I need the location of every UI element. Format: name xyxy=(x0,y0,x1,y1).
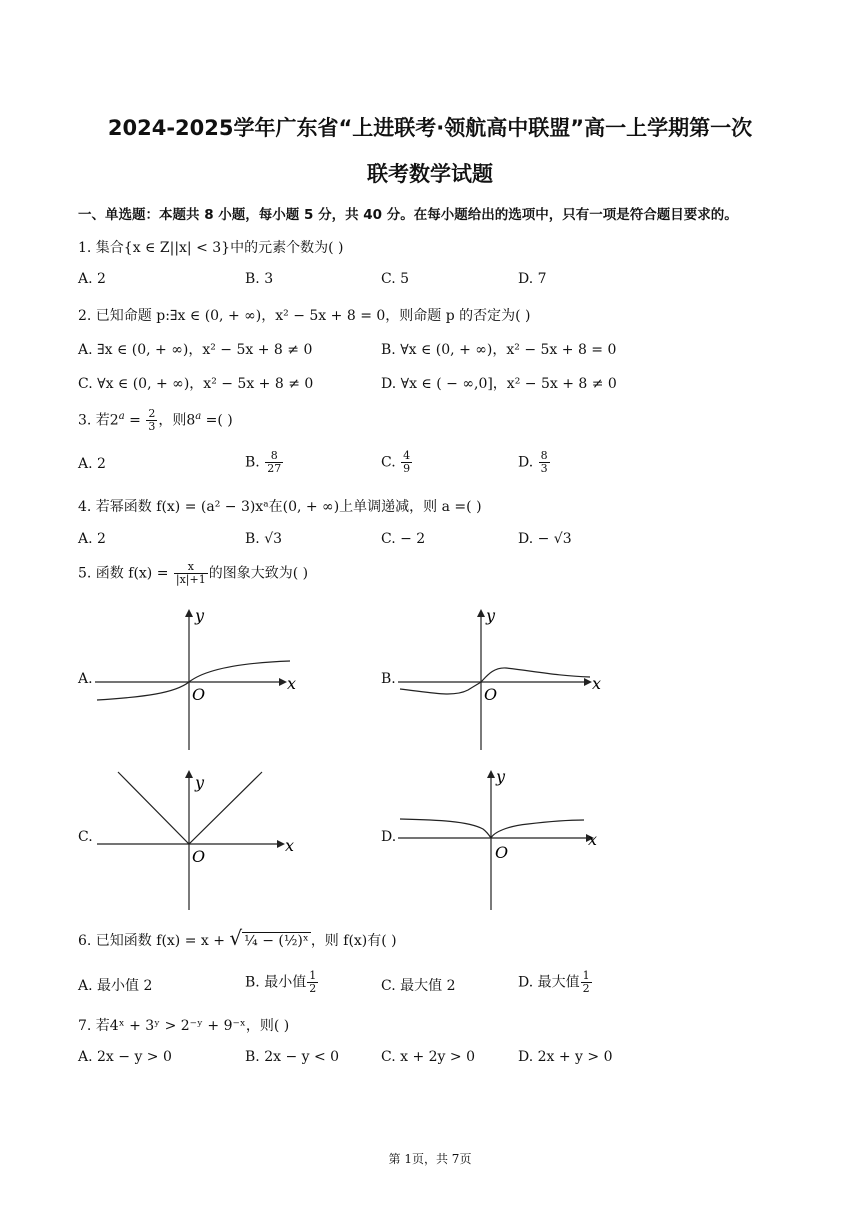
fraction-numerator: 2 xyxy=(148,407,156,420)
graph-a-origin-label: O xyxy=(192,685,206,704)
fraction-numerator: 8 xyxy=(540,449,548,462)
sqrt-icon: √ xyxy=(229,926,243,950)
question-2-option-c: C. ∀x ∈ (0, + ∞)，x² − 5x + 8 ≠ 0 xyxy=(78,376,314,392)
fraction-numerator: 1 xyxy=(582,969,590,982)
question-6-stem xyxy=(78,926,397,950)
fraction-denominator: 2 xyxy=(309,982,317,995)
fraction-numerator: 4 xyxy=(403,449,411,462)
question-6-option-b xyxy=(245,970,319,995)
fraction-denominator: |x|+1 xyxy=(175,573,206,586)
graph-b-label: B. xyxy=(381,671,396,687)
graph-d-origin-label: O xyxy=(495,843,509,862)
graph-c-x-label: x xyxy=(285,836,295,855)
graph-b-y-label: y xyxy=(486,606,496,625)
graph-b-origin-label: O xyxy=(484,685,498,704)
graph-c-y-label: y xyxy=(195,773,205,792)
option-label: D. 最大值 xyxy=(518,974,580,991)
graph-c xyxy=(95,766,305,912)
section-heading: 一、单选题：本题共 8 小题，每小题 5 分，共 40 分。在每小题给出的选项中，只有一项是符合题目要求的。 xyxy=(78,207,738,223)
fraction-denominator: 3 xyxy=(148,420,156,433)
question-3-fraction xyxy=(146,408,157,433)
option-fraction xyxy=(539,450,550,475)
fraction-denominator: 3 xyxy=(540,462,548,475)
fraction-denominator: 9 xyxy=(403,462,411,475)
fraction-numerator: 8 xyxy=(265,450,283,463)
question-6-option-a: A. 最小值 2 xyxy=(78,978,153,994)
question-3-stem-prefix: 3. 若2 xyxy=(78,412,119,429)
question-7-option-a: A. 2x − y > 0 xyxy=(78,1049,172,1065)
question-3-equals: = xyxy=(124,412,146,429)
page-footer: 第 1页，共 7页 xyxy=(388,1152,472,1166)
question-3-option-a: A. 2 xyxy=(78,456,106,472)
question-4-option-b: B. √3 xyxy=(245,531,283,547)
question-6-option-c: C. 最大值 2 xyxy=(381,978,456,994)
graph-c-origin-label: O xyxy=(192,847,206,866)
question-1-option-a: A. 2 xyxy=(78,271,106,287)
question-1-option-d: D. 7 xyxy=(518,271,547,287)
question-3-stem-suffix: ，则8 xyxy=(158,412,196,429)
question-3-stem xyxy=(78,408,233,433)
option-label: B. 最小值 xyxy=(245,974,307,991)
graph-d-x-label: x xyxy=(588,830,598,849)
option-label: C. xyxy=(381,454,401,471)
question-2-stem: 2. 已知命题 p:∃x ∈ (0, + ∞)，x² − 5x + 8 = 0，则命题 p 的否定为( ) xyxy=(78,308,531,324)
question-4-option-a: A. 2 xyxy=(78,531,106,547)
document-title-line2: 联考数学试题 xyxy=(367,162,493,186)
question-1-option-b: B. 3 xyxy=(245,271,274,287)
option-fraction xyxy=(307,970,318,995)
question-7-option-b: B. 2x − y < 0 xyxy=(245,1049,340,1065)
document-title-line1: 2024-2025学年广东省“上进联考·领航高中联盟”高一上学期第一次 xyxy=(107,116,753,140)
question-3-stem-end: =( ) xyxy=(201,412,233,429)
question-3-option-c xyxy=(381,450,413,475)
graph-a xyxy=(95,605,305,755)
fraction-numerator: 1 xyxy=(309,969,317,982)
question-6-option-d xyxy=(518,970,593,995)
question-6-stem-prefix: 6. 已知函数 f(x) = x + xyxy=(78,933,230,949)
option-label: D. xyxy=(518,454,538,471)
graph-c-label: C. xyxy=(78,829,93,845)
question-2-option-b: B. ∀x ∈ (0, + ∞)，x² − 5x + 8 = 0 xyxy=(381,342,617,358)
question-5-fraction xyxy=(174,561,208,586)
question-2-option-d: D. ∀x ∈ ( − ∞,0]，x² − 5x + 8 ≠ 0 xyxy=(381,376,617,392)
question-3-option-b xyxy=(245,450,284,475)
question-1-option-c: C. 5 xyxy=(381,271,410,287)
option-fraction xyxy=(265,450,283,475)
question-6-stem-suffix: ，则 f(x)有( ) xyxy=(310,933,397,949)
fraction-denominator: 2 xyxy=(582,982,590,995)
graph-b-x-label: x xyxy=(592,674,602,693)
question-4-option-c: C. − 2 xyxy=(381,531,426,547)
question-7-option-c: C. x + 2y > 0 xyxy=(381,1049,475,1065)
question-3-exponent-2: a xyxy=(195,410,202,422)
question-7-stem: 7. 若4ˣ + 3ʸ > 2⁻ʸ + 9⁻ˣ，则( ) xyxy=(78,1018,290,1034)
question-4-stem: 4. 若幂函数 f(x) = (a² − 3)xᵃ在(0, + ∞)上单调递减，则 a =( ) xyxy=(78,499,482,515)
question-1-stem: 1. 集合{x ∈ Z||x| < 3}中的元素个数为( ) xyxy=(78,240,344,256)
graph-a-y-label: y xyxy=(195,606,205,625)
graph-d xyxy=(398,766,608,912)
question-6-radicand: ¼ − (½)ˣ xyxy=(244,933,309,949)
question-5-stem-prefix: 5. 函数 f(x) = xyxy=(78,565,173,582)
option-fraction xyxy=(581,970,592,995)
fraction-numerator: x xyxy=(174,561,208,574)
graph-a-label: A. xyxy=(78,671,93,687)
graph-d-label: D. xyxy=(381,829,397,845)
question-4-option-d: D. − √3 xyxy=(518,531,572,547)
question-5-stem xyxy=(78,561,308,586)
graph-b xyxy=(398,605,608,755)
option-fraction xyxy=(401,450,412,475)
question-3-option-d xyxy=(518,450,551,475)
question-3-exponent: a xyxy=(118,410,125,422)
graph-a-x-label: x xyxy=(287,674,297,693)
option-label: B. xyxy=(245,454,265,471)
question-7-option-d: D. 2x + y > 0 xyxy=(518,1049,613,1065)
fraction-denominator: 27 xyxy=(267,462,282,475)
question-2-option-a: A. ∃x ∈ (0, + ∞)，x² − 5x + 8 ≠ 0 xyxy=(78,342,313,358)
question-5-stem-suffix: 的图象大致为( ) xyxy=(208,565,309,582)
graph-d-y-label: y xyxy=(496,767,506,786)
